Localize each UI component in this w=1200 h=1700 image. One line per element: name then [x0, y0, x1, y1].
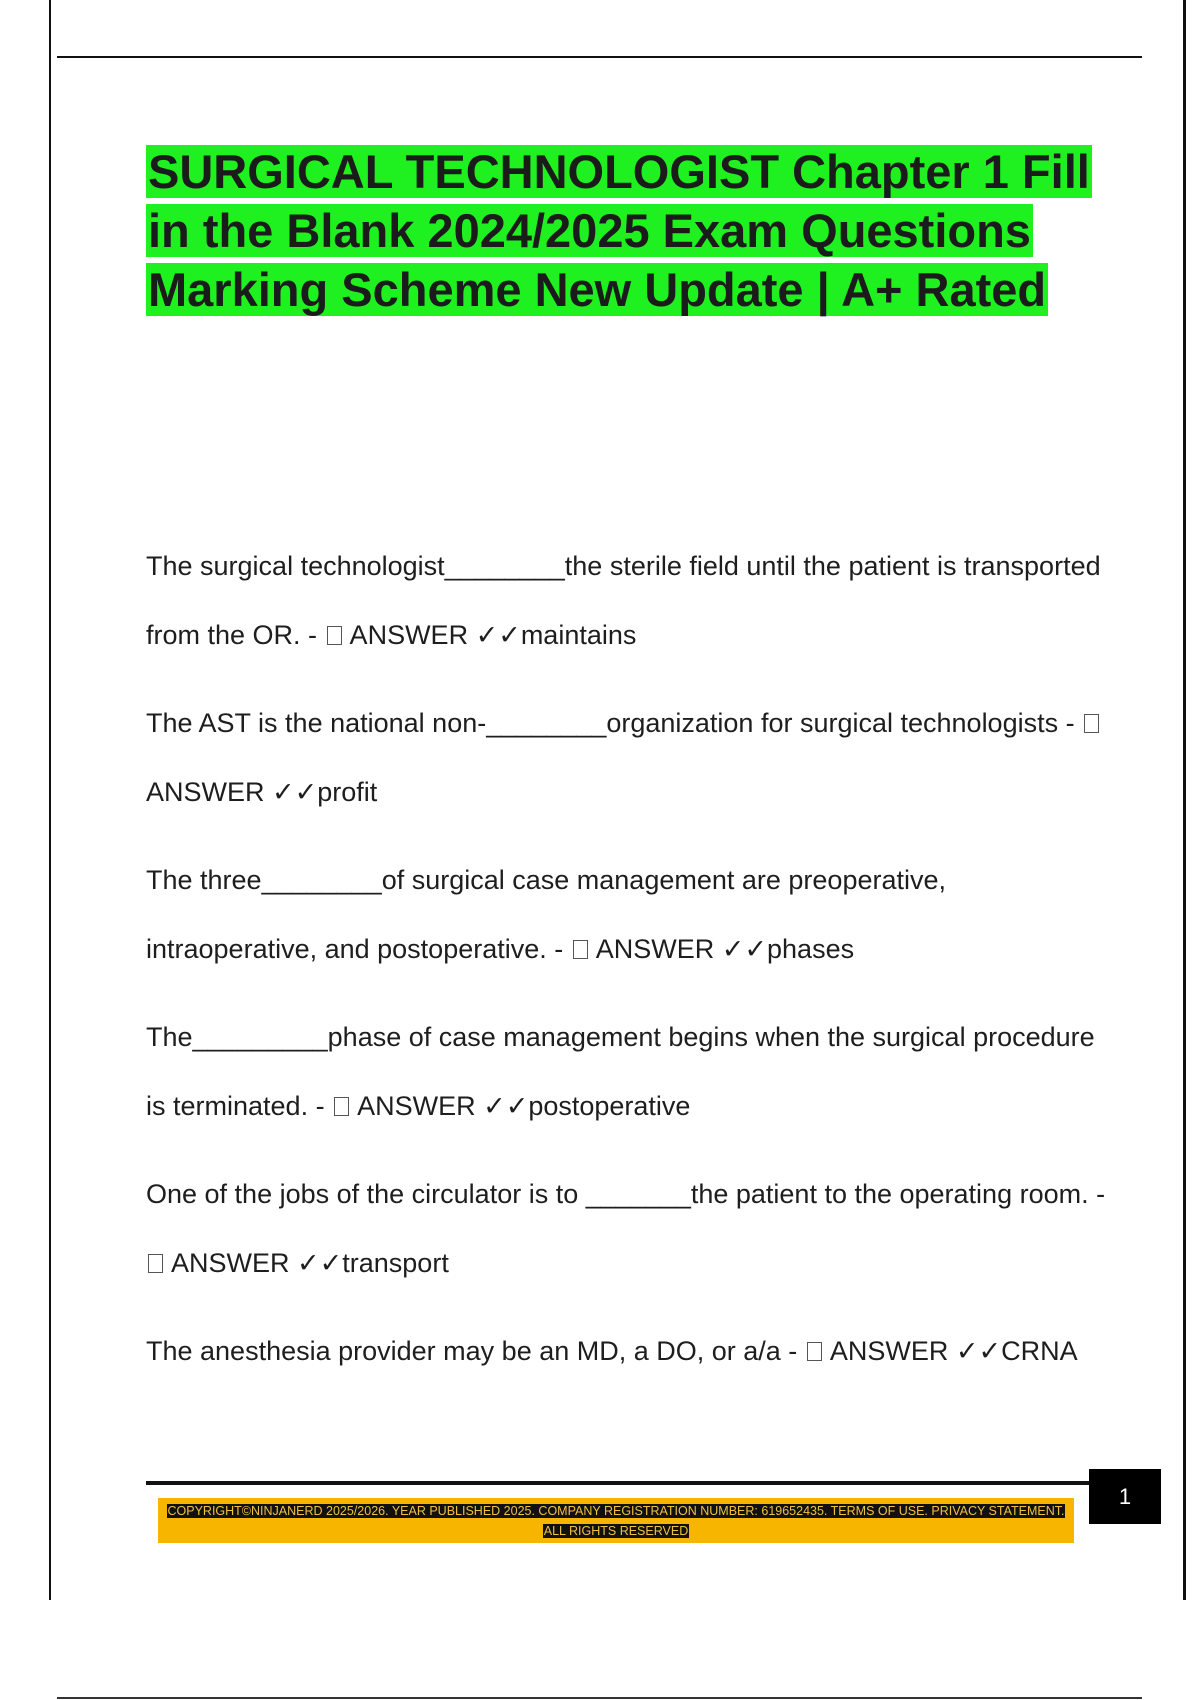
answer-text: ANSWER ✓✓maintains [343, 620, 637, 650]
question-item [146, 1003, 1106, 1141]
document-title [146, 142, 1106, 319]
question-text: The surgical technologist________the sterile field until the patient is transported from the OR. - [146, 551, 1101, 650]
question-item [146, 1160, 1106, 1298]
question-text: The anesthesia provider may be an MD, a DO, or a/a - [146, 1336, 805, 1366]
header-rule [57, 56, 1142, 58]
question-text: The AST is the national non-________organization for surgical technologists - [146, 708, 1083, 738]
document-title-text: SURGICAL TECHNOLOGIST Chapter 1 Fill in the Blank 2024/2025 Exam Questions Marking Scheme New Update | A+ Rated [148, 145, 1090, 316]
missing-glyph-icon [148, 1254, 163, 1273]
answer-text: ANSWER ✓✓CRNA [823, 1336, 1078, 1366]
answer-text: ANSWER ✓✓postoperative [351, 1091, 691, 1121]
missing-glyph-icon [334, 1097, 349, 1116]
answer-text: ANSWER ✓✓transport [165, 1248, 449, 1278]
question-item [146, 1317, 1106, 1386]
answer-text: ANSWER ✓✓phases [589, 934, 855, 964]
page-border-right [1183, 0, 1186, 1600]
copyright-text: COPYRIGHT©NINJANERD 2025/2026. YEAR PUBLISHED 2025. COMPANY REGISTRATION NUMBER: 619652435. TERMS OF USE. PRIVACY STATEMENT. ALL RIGHTS RESERVED [167, 1503, 1065, 1538]
answer-text: ANSWER ✓✓profit [146, 777, 378, 807]
missing-glyph-icon [807, 1342, 822, 1361]
page-border-left [49, 0, 51, 1600]
question-text: The three________of surgical case management are preoperative, intraoperative, and postoperative. - [146, 865, 947, 964]
missing-glyph-icon [573, 940, 588, 959]
question-item [146, 689, 1106, 827]
question-text: The_________phase of case management begins when the surgical procedure is terminated. - [146, 1022, 1095, 1121]
copyright-notice [166, 1501, 1066, 1541]
missing-glyph-icon [1084, 714, 1099, 733]
copyright-band [158, 1498, 1074, 1543]
next-page-rule [57, 1697, 1142, 1699]
page-number: 1 [1089, 1469, 1161, 1524]
question-list [146, 532, 1106, 1405]
question-item [146, 846, 1106, 984]
missing-glyph-icon [327, 626, 342, 645]
question-text: One of the jobs of the circulator is to _______the patient to the operating room. - [146, 1179, 1106, 1209]
footer-rule [146, 1481, 1091, 1485]
question-item [146, 532, 1106, 670]
